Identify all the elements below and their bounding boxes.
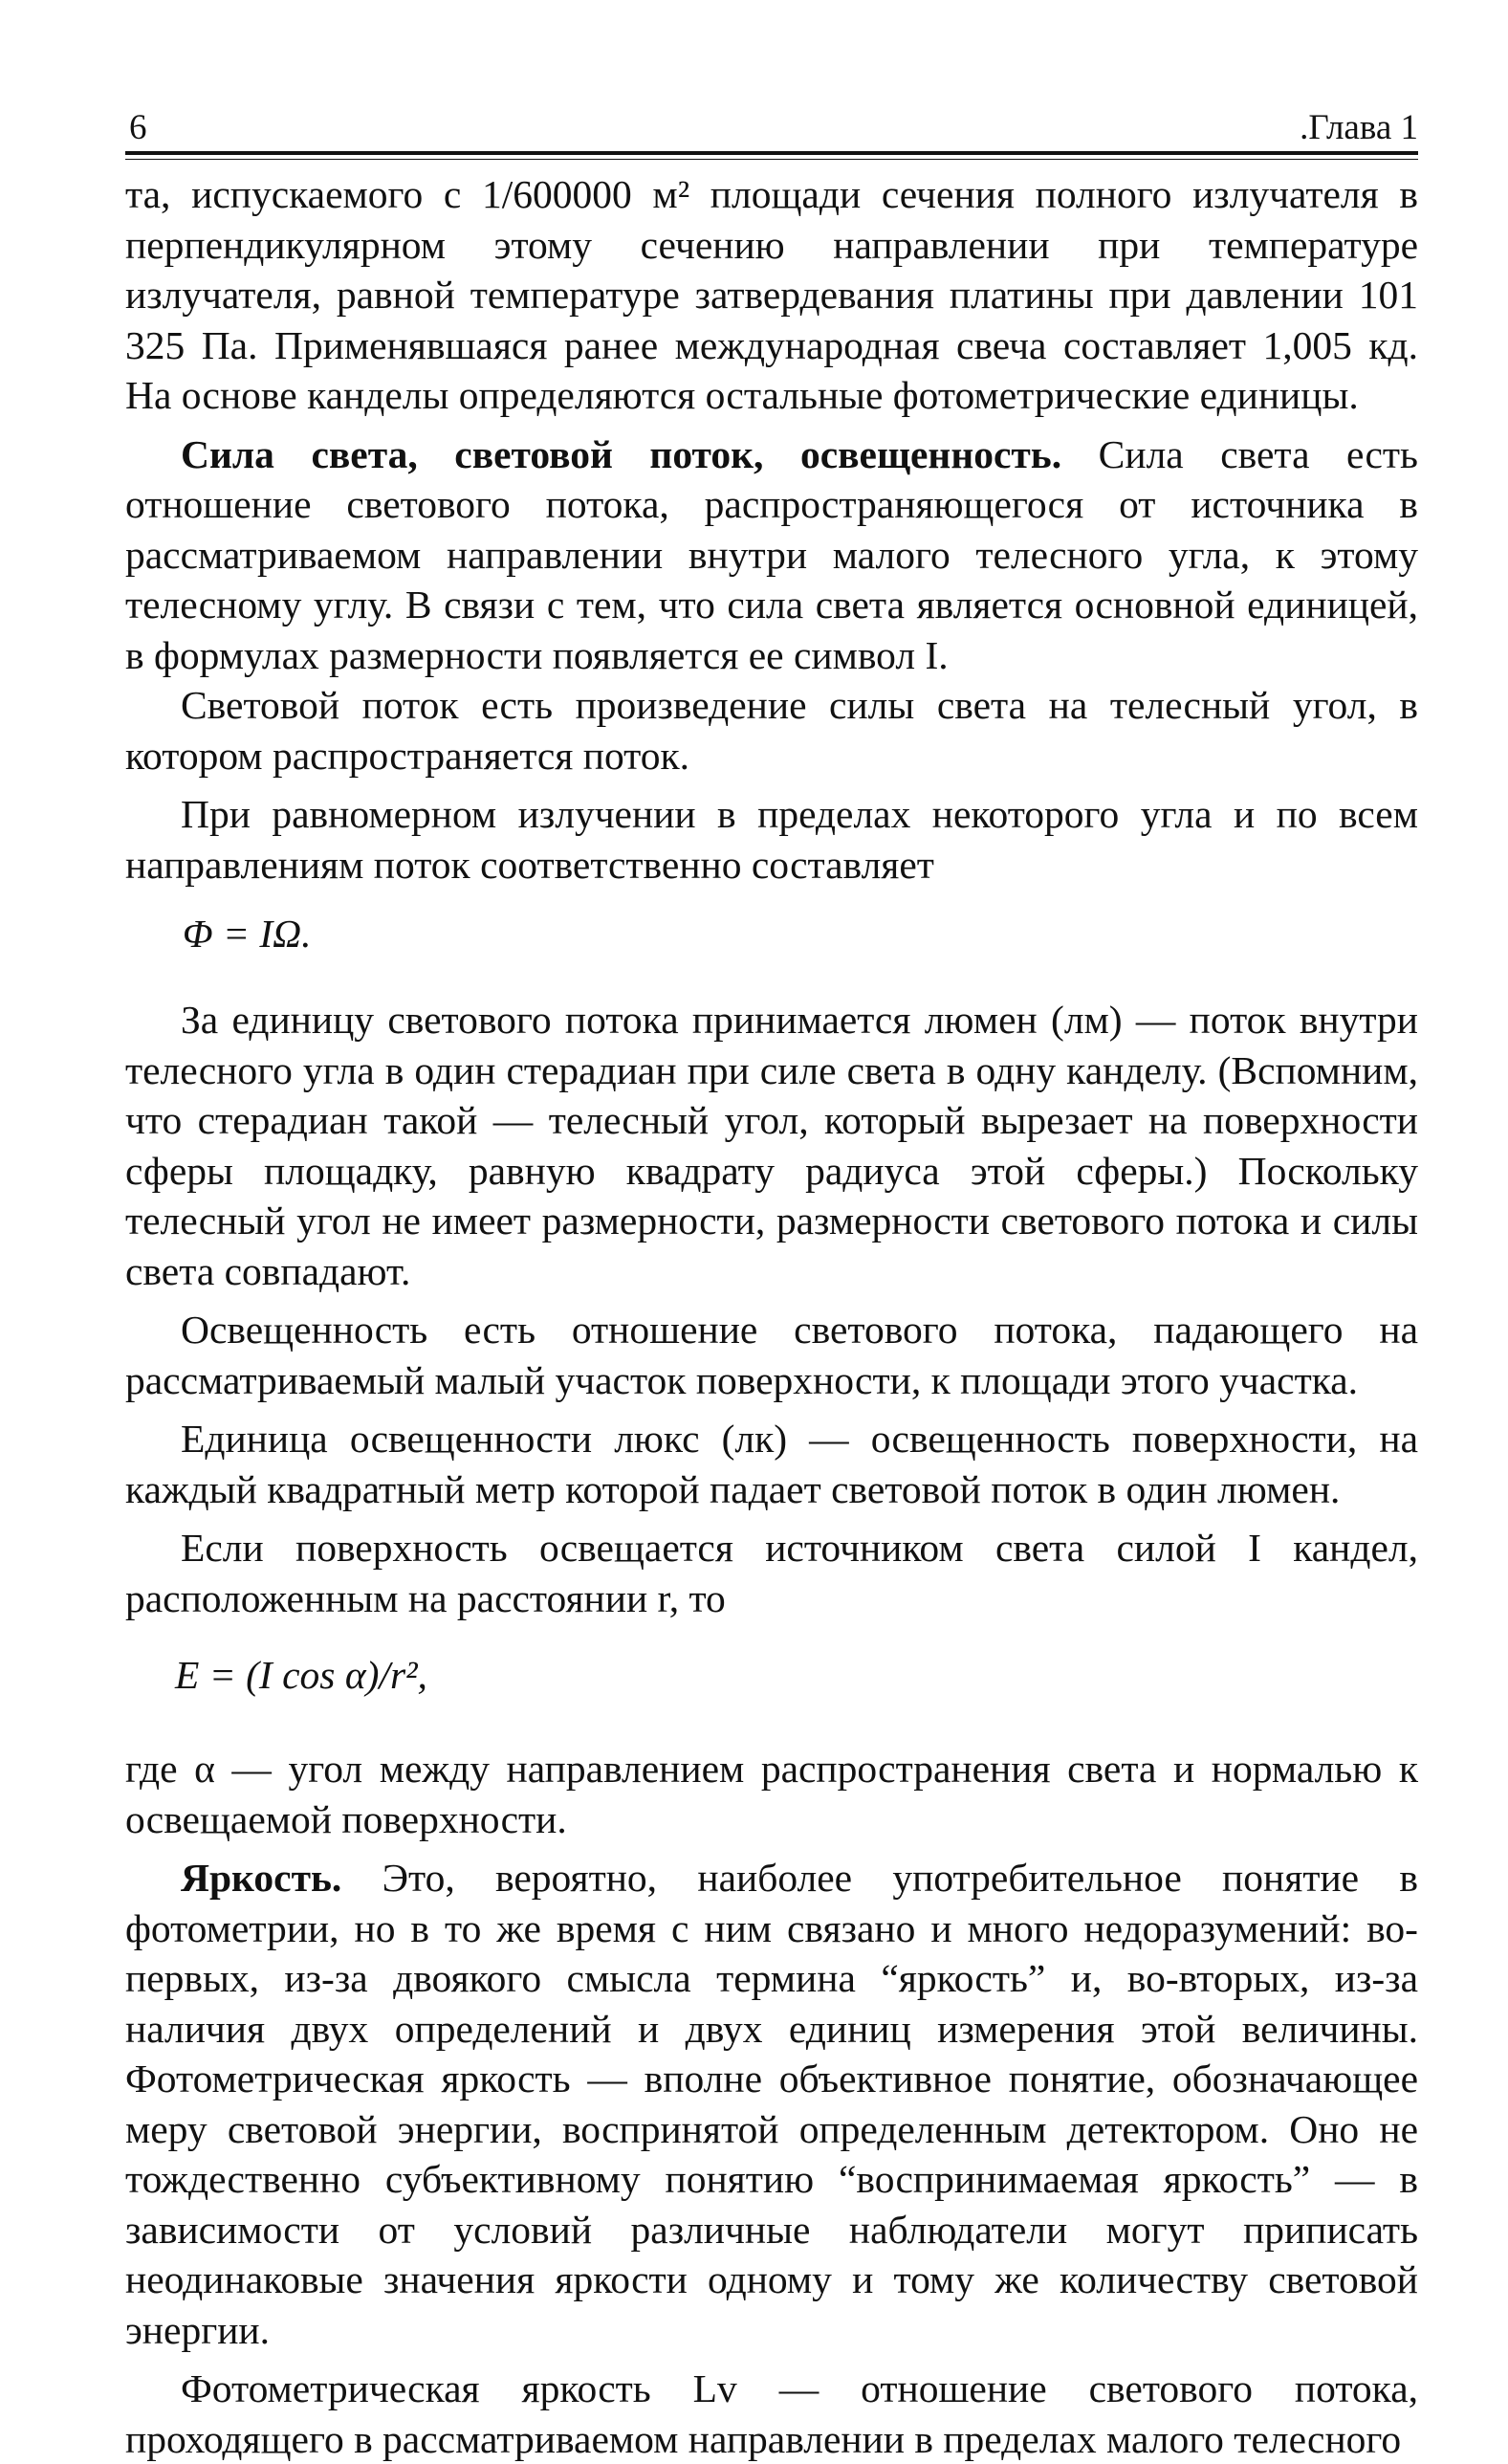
section-lead: Сила света, световой поток, освещенность. xyxy=(181,431,1062,476)
formula-luminous-flux: Φ = IΩ. xyxy=(183,912,312,956)
section-lead: Яркость. xyxy=(181,1856,342,1900)
paragraph xyxy=(125,995,1418,1296)
paragraph xyxy=(125,169,1418,421)
paragraph xyxy=(125,1414,1418,1514)
paragraph xyxy=(125,1305,1418,1405)
formula-illuminance: E = (I cos α)/r², xyxy=(175,1653,427,1697)
paragraph-text: При равномерном излучении в пределах некоторого угла и по всем направлениям поток соответственно составляет xyxy=(125,792,1418,887)
paragraph-text: Если поверхность освещается источником света силой I кандел, расположенным на расстоянии r, то xyxy=(125,1526,1418,1620)
running-head xyxy=(125,107,1418,149)
paragraph xyxy=(125,1744,1418,1844)
paragraph-text: Единица освещенности люкс (лк) — освещенность поверхности, на каждый квадратный метр которой падает световой поток в один люмен. xyxy=(125,1417,1418,1511)
paragraph-text: За единицу светового потока принимается люмен (лм) — поток внутри телесного угла в один стерадиан при силе света в одну канделу. (Вспомним, что стерадиан такой — телесный угол, который вырезает на поверхности сферы площадку, равную квадрату радиуса этой сферы.) Поскольку телесный угол не имеет размерности, размерности светового потока и силы света совпадают. xyxy=(125,998,1418,1293)
paragraph-text: где α — угол между направлением распространения света и нормалью к освещаемой поверхности. xyxy=(125,1747,1418,1841)
paragraph-text: Это, вероятно, наиболее употребительное понятие в фотометрии, но в то же время с ним связано и много недоразумений: во-первых, из-за двоякого смысла термина “яркость” и, во-вторых, из-за наличия двух определений и двух единиц измерения этой величины. Фотометрическая яркость — вполне объективное понятие, обозначающее меру световой энергии, воспринятой определенным детектором. Оно не тождественно субъективному понятию “воспринимаемая яркость” — в зависимости от условий различные наблюдатели могут приписать неодинаковые значения яркости одному и тому же количеству световой энергии. xyxy=(125,1856,1418,2352)
paragraph-text: Сила света есть отношение светового потока, распространяющегося от источника в рассматриваемом направлении внутри малого телесного угла, к этому телесному углу. В связи с тем, что сила света является основной единицей, в формулах размерности появляется ее символ I. xyxy=(125,431,1418,677)
header-rule-thin xyxy=(125,159,1418,160)
paragraph xyxy=(125,680,1418,781)
paragraph-text: Фотометрическая яркость Lv — отношение светового потока, проходящего в рассматриваемом направлении в пределах малого телесного xyxy=(125,2366,1418,2461)
paragraph xyxy=(125,1853,1418,2355)
page-body xyxy=(125,169,1418,2464)
paragraph-text: Световой поток есть произведение силы света на телесный угол, в котором распространяется поток. xyxy=(125,683,1418,778)
page-number: 6 xyxy=(129,108,147,147)
paragraph xyxy=(125,1523,1418,1623)
header-rule-thick xyxy=(125,151,1418,155)
paragraph xyxy=(125,429,1418,681)
paragraph-text: Освещенность есть отношение светового потока, падающего на рассматриваемый малый участок поверхности, к площади этого участка. xyxy=(125,1308,1418,1402)
paragraph-text: та, испускаемого с 1/600000 м² площади сечения полного излучателя в перпендикулярном этому сечению направлении при температуре излучателя, равной температуре затвердевания платины при давлении 101 325 Па. Применявшаяся ранее международная свеча составляет 1,005 кд. На основе канделы определяются остальные фотометрические единицы. xyxy=(125,172,1418,417)
paragraph xyxy=(125,789,1418,890)
paragraph xyxy=(125,2364,1418,2464)
chapter-title: .Глава 1 xyxy=(1300,108,1418,147)
